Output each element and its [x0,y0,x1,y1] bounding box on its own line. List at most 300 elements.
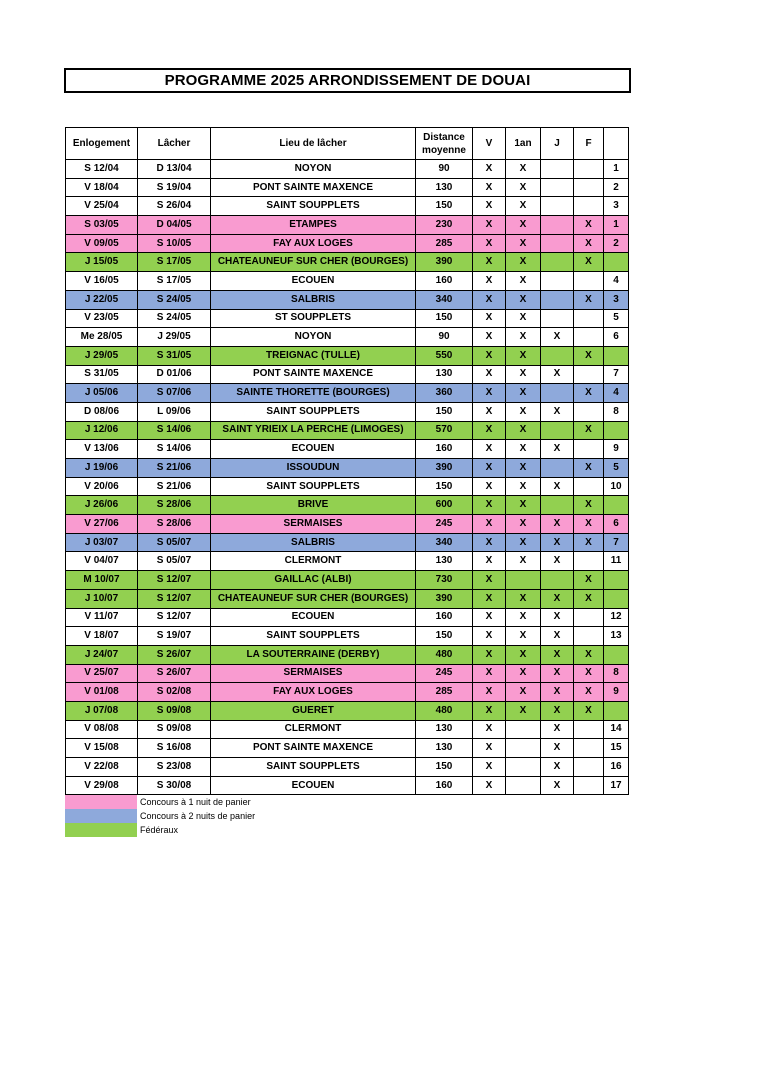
cell-lieu: CLERMONT [211,552,416,571]
cell-distance: 480 [416,701,473,720]
cell-lieu: SAINT SOUPPLETS [211,627,416,646]
cell-v: X [473,365,506,384]
cell-distance: 90 [416,328,473,347]
cell-lieu: PONT SAINTE MAXENCE [211,178,416,197]
program-table [65,127,629,795]
cell-lieu: TREIGNAC (TULLE) [211,346,416,365]
table-row [66,776,629,795]
cell-lieu: ECOUEN [211,776,416,795]
cell-f [574,720,604,739]
cell-j [541,496,574,515]
header-number [604,128,629,160]
header-1an: 1an [506,128,541,160]
cell-f [574,402,604,421]
cell-enlogement: D 08/06 [66,402,138,421]
cell-v: X [473,758,506,777]
cell-enlogement: J 15/05 [66,253,138,272]
cell-number: 6 [604,328,629,347]
cell-1an: X [506,701,541,720]
cell-number: 11 [604,552,629,571]
cell-number [604,253,629,272]
cell-1an: X [506,496,541,515]
table-row [66,477,629,496]
cell-j [541,459,574,478]
cell-distance: 160 [416,776,473,795]
cell-number: 9 [604,683,629,702]
cell-number: 3 [604,290,629,309]
cell-number: 6 [604,515,629,534]
cell-distance: 150 [416,309,473,328]
cell-enlogement: V 16/05 [66,272,138,291]
cell-lacher: S 26/07 [138,664,211,683]
cell-lacher: S 23/08 [138,758,211,777]
cell-lieu: GUERET [211,701,416,720]
cell-number: 8 [604,402,629,421]
cell-j: X [541,739,574,758]
cell-j: X [541,533,574,552]
cell-j: X [541,515,574,534]
cell-v: X [473,664,506,683]
cell-distance: 90 [416,160,473,179]
cell-enlogement: J 10/07 [66,589,138,608]
cell-number: 16 [604,758,629,777]
header-lacher: Lâcher [138,128,211,160]
cell-lieu: SALBRIS [211,533,416,552]
table-row [66,160,629,179]
cell-v: X [473,683,506,702]
cell-lacher: S 24/05 [138,309,211,328]
cell-1an: X [506,234,541,253]
table-row [66,328,629,347]
cell-enlogement: V 27/06 [66,515,138,534]
legend-label: Fédéraux [140,825,179,835]
cell-enlogement: J 26/06 [66,496,138,515]
cell-f: X [574,459,604,478]
cell-v: X [473,402,506,421]
table-row [66,758,629,777]
cell-v: X [473,645,506,664]
cell-enlogement: V 08/08 [66,720,138,739]
cell-1an: X [506,552,541,571]
cell-number: 7 [604,533,629,552]
cell-v: X [473,234,506,253]
cell-lacher: S 31/05 [138,346,211,365]
cell-1an: X [506,309,541,328]
cell-1an: X [506,346,541,365]
table-row [66,515,629,534]
cell-lieu: ST SOUPPLETS [211,309,416,328]
cell-v: X [473,346,506,365]
cell-1an: X [506,421,541,440]
cell-enlogement: V 13/06 [66,440,138,459]
cell-distance: 130 [416,552,473,571]
cell-enlogement: V 04/07 [66,552,138,571]
cell-j: X [541,328,574,347]
cell-1an: X [506,160,541,179]
cell-j [541,160,574,179]
cell-f [574,272,604,291]
cell-f: X [574,216,604,235]
cell-f [574,608,604,627]
table-row [66,533,629,552]
cell-v: X [473,253,506,272]
cell-number: 1 [604,160,629,179]
cell-j [541,290,574,309]
cell-enlogement: S 31/05 [66,365,138,384]
cell-lieu: ECOUEN [211,272,416,291]
cell-lacher: S 12/07 [138,608,211,627]
cell-v: X [473,309,506,328]
table-row [66,552,629,571]
cell-enlogement: V 20/06 [66,477,138,496]
cell-1an: X [506,477,541,496]
cell-lieu: PONT SAINTE MAXENCE [211,739,416,758]
cell-distance: 130 [416,365,473,384]
cell-f [574,739,604,758]
cell-number: 5 [604,309,629,328]
cell-f: X [574,533,604,552]
cell-v: X [473,197,506,216]
cell-lacher: S 14/06 [138,440,211,459]
cell-lieu: FAY AUX LOGES [211,234,416,253]
cell-1an [506,571,541,590]
cell-distance: 245 [416,515,473,534]
cell-distance: 150 [416,627,473,646]
cell-lacher: S 26/04 [138,197,211,216]
cell-distance: 245 [416,664,473,683]
cell-number [604,346,629,365]
cell-1an: X [506,197,541,216]
cell-number: 10 [604,477,629,496]
cell-enlogement: S 03/05 [66,216,138,235]
cell-f: X [574,683,604,702]
cell-v: X [473,459,506,478]
cell-enlogement: V 01/08 [66,683,138,702]
cell-enlogement: J 24/07 [66,645,138,664]
cell-lacher: S 28/06 [138,515,211,534]
cell-number [604,496,629,515]
cell-number: 3 [604,197,629,216]
cell-j: X [541,664,574,683]
cell-v: X [473,160,506,179]
cell-f [574,776,604,795]
cell-enlogement: J 05/06 [66,384,138,403]
cell-enlogement: V 23/05 [66,309,138,328]
cell-j: X [541,608,574,627]
cell-v: X [473,328,506,347]
cell-distance: 150 [416,197,473,216]
cell-f [574,627,604,646]
cell-1an [506,758,541,777]
cell-f: X [574,571,604,590]
table-row [66,178,629,197]
cell-v: X [473,515,506,534]
cell-v: X [473,571,506,590]
cell-distance: 285 [416,683,473,702]
cell-lacher: S 24/05 [138,290,211,309]
cell-distance: 150 [416,758,473,777]
cell-j: X [541,552,574,571]
cell-enlogement: J 29/05 [66,346,138,365]
cell-lacher: S 30/08 [138,776,211,795]
cell-distance: 150 [416,477,473,496]
cell-number: 2 [604,178,629,197]
header-f: F [574,128,604,160]
cell-j: X [541,683,574,702]
cell-distance: 130 [416,739,473,758]
cell-distance: 160 [416,608,473,627]
cell-j: X [541,477,574,496]
cell-lacher: D 13/04 [138,160,211,179]
cell-j: X [541,720,574,739]
cell-enlogement: V 22/08 [66,758,138,777]
table-row [66,589,629,608]
cell-f: X [574,589,604,608]
cell-1an: X [506,384,541,403]
cell-j [541,178,574,197]
cell-lieu: NOYON [211,160,416,179]
cell-f: X [574,664,604,683]
cell-lacher: S 17/05 [138,253,211,272]
cell-v: X [473,216,506,235]
legend-item [65,795,255,809]
cell-lieu: SERMAISES [211,515,416,534]
cell-lacher: S 05/07 [138,552,211,571]
cell-number [604,645,629,664]
cell-distance: 390 [416,589,473,608]
cell-lacher: S 09/08 [138,720,211,739]
cell-j: X [541,440,574,459]
cell-1an: X [506,440,541,459]
cell-v: X [473,720,506,739]
table-row [66,459,629,478]
cell-distance: 340 [416,533,473,552]
cell-f [574,160,604,179]
header-j: J [541,128,574,160]
legend-label: Concours à 2 nuits de panier [140,811,256,821]
cell-distance: 150 [416,402,473,421]
cell-1an: X [506,459,541,478]
cell-j [541,272,574,291]
cell-distance: 600 [416,496,473,515]
cell-v: X [473,477,506,496]
cell-distance: 160 [416,272,473,291]
cell-number [604,589,629,608]
header-lieu: Lieu de lâcher [211,128,416,160]
cell-lacher: S 17/05 [138,272,211,291]
table-row [66,346,629,365]
cell-1an [506,739,541,758]
table-row [66,421,629,440]
cell-lieu: SAINT SOUPPLETS [211,402,416,421]
cell-j [541,234,574,253]
cell-f [574,309,604,328]
cell-lieu: SAINTE THORETTE (BOURGES) [211,384,416,403]
cell-v: X [473,739,506,758]
cell-f: X [574,496,604,515]
cell-j [541,571,574,590]
cell-lacher: L 09/06 [138,402,211,421]
cell-f: X [574,253,604,272]
legend-swatch-pink [65,795,137,809]
cell-1an: X [506,664,541,683]
cell-lieu: BRIVE [211,496,416,515]
cell-lacher: S 02/08 [138,683,211,702]
cell-enlogement: V 18/04 [66,178,138,197]
cell-lacher: D 01/06 [138,365,211,384]
table-row [66,234,629,253]
table-row [66,645,629,664]
cell-lacher: S 21/06 [138,477,211,496]
cell-lacher: S 19/04 [138,178,211,197]
cell-1an: X [506,328,541,347]
cell-j: X [541,701,574,720]
cell-distance: 480 [416,645,473,664]
cell-j: X [541,776,574,795]
cell-number [604,421,629,440]
table-row [66,216,629,235]
cell-enlogement: V 09/05 [66,234,138,253]
cell-f: X [574,645,604,664]
table-row [66,608,629,627]
cell-lieu: GAILLAC (ALBI) [211,571,416,590]
cell-j [541,309,574,328]
cell-lieu: ECOUEN [211,608,416,627]
cell-lacher: S 05/07 [138,533,211,552]
cell-lieu: ECOUEN [211,440,416,459]
cell-lacher: S 09/08 [138,701,211,720]
table-row [66,664,629,683]
cell-lieu: SAINT SOUPPLETS [211,197,416,216]
cell-number: 15 [604,739,629,758]
header-enlogement: Enlogement [66,128,138,160]
cell-enlogement: V 11/07 [66,608,138,627]
cell-1an: X [506,683,541,702]
table-row [66,365,629,384]
table-row [66,571,629,590]
cell-distance: 230 [416,216,473,235]
cell-f: X [574,290,604,309]
cell-lieu: CHATEAUNEUF SUR CHER (BOURGES) [211,253,416,272]
cell-distance: 130 [416,178,473,197]
cell-j: X [541,627,574,646]
cell-j [541,197,574,216]
cell-v: X [473,421,506,440]
cell-enlogement: J 19/06 [66,459,138,478]
cell-f [574,477,604,496]
table-row [66,440,629,459]
cell-lacher: S 16/08 [138,739,211,758]
cell-enlogement: V 25/04 [66,197,138,216]
cell-lieu: ISSOUDUN [211,459,416,478]
cell-v: X [473,272,506,291]
cell-j: X [541,402,574,421]
legend-label: Concours à 1 nuit de panier [140,797,251,807]
cell-v: X [473,178,506,197]
cell-v: X [473,384,506,403]
cell-1an: X [506,515,541,534]
cell-j [541,253,574,272]
cell-f: X [574,421,604,440]
cell-lacher: S 12/07 [138,571,211,590]
cell-j [541,346,574,365]
cell-number [604,571,629,590]
cell-v: X [473,440,506,459]
table-row [66,402,629,421]
cell-lacher: S 10/05 [138,234,211,253]
cell-f: X [574,346,604,365]
cell-number [604,701,629,720]
cell-enlogement: Me 28/05 [66,328,138,347]
legend [65,795,255,837]
cell-lieu: FAY AUX LOGES [211,683,416,702]
cell-v: X [473,290,506,309]
cell-1an [506,776,541,795]
cell-f [574,758,604,777]
header-row [66,128,629,160]
cell-f: X [574,234,604,253]
cell-f: X [574,515,604,534]
cell-enlogement: V 29/08 [66,776,138,795]
cell-f [574,365,604,384]
cell-j: X [541,645,574,664]
cell-enlogement: J 12/06 [66,421,138,440]
cell-number: 1 [604,216,629,235]
legend-swatch-green [65,823,137,837]
cell-number: 5 [604,459,629,478]
table-row [66,683,629,702]
table-row [66,384,629,403]
legend-swatch-blue [65,809,137,823]
cell-v: X [473,552,506,571]
cell-1an [506,720,541,739]
cell-distance: 160 [416,440,473,459]
cell-lieu: SALBRIS [211,290,416,309]
header-distance: Distance moyenne [416,128,473,160]
cell-enlogement: S 12/04 [66,160,138,179]
cell-f [574,178,604,197]
cell-f [574,328,604,347]
cell-1an: X [506,645,541,664]
cell-1an: X [506,216,541,235]
table-row [66,739,629,758]
cell-v: X [473,533,506,552]
cell-lacher: S 07/06 [138,384,211,403]
cell-lieu: CHATEAUNEUF SUR CHER (BOURGES) [211,589,416,608]
table-row [66,496,629,515]
cell-distance: 340 [416,290,473,309]
table-row [66,701,629,720]
cell-lieu: SAINT YRIEIX LA PERCHE (LIMOGES) [211,421,416,440]
cell-lacher: D 04/05 [138,216,211,235]
cell-v: X [473,608,506,627]
cell-lacher: S 12/07 [138,589,211,608]
cell-enlogement: J 07/08 [66,701,138,720]
cell-f: X [574,384,604,403]
cell-lacher: S 26/07 [138,645,211,664]
cell-distance: 730 [416,571,473,590]
cell-lieu: SAINT SOUPPLETS [211,477,416,496]
cell-1an: X [506,627,541,646]
cell-j [541,421,574,440]
cell-enlogement: J 03/07 [66,533,138,552]
cell-1an: X [506,608,541,627]
cell-lieu: LA SOUTERRAINE (DERBY) [211,645,416,664]
cell-j [541,216,574,235]
cell-j [541,384,574,403]
cell-enlogement: V 25/07 [66,664,138,683]
cell-1an: X [506,178,541,197]
